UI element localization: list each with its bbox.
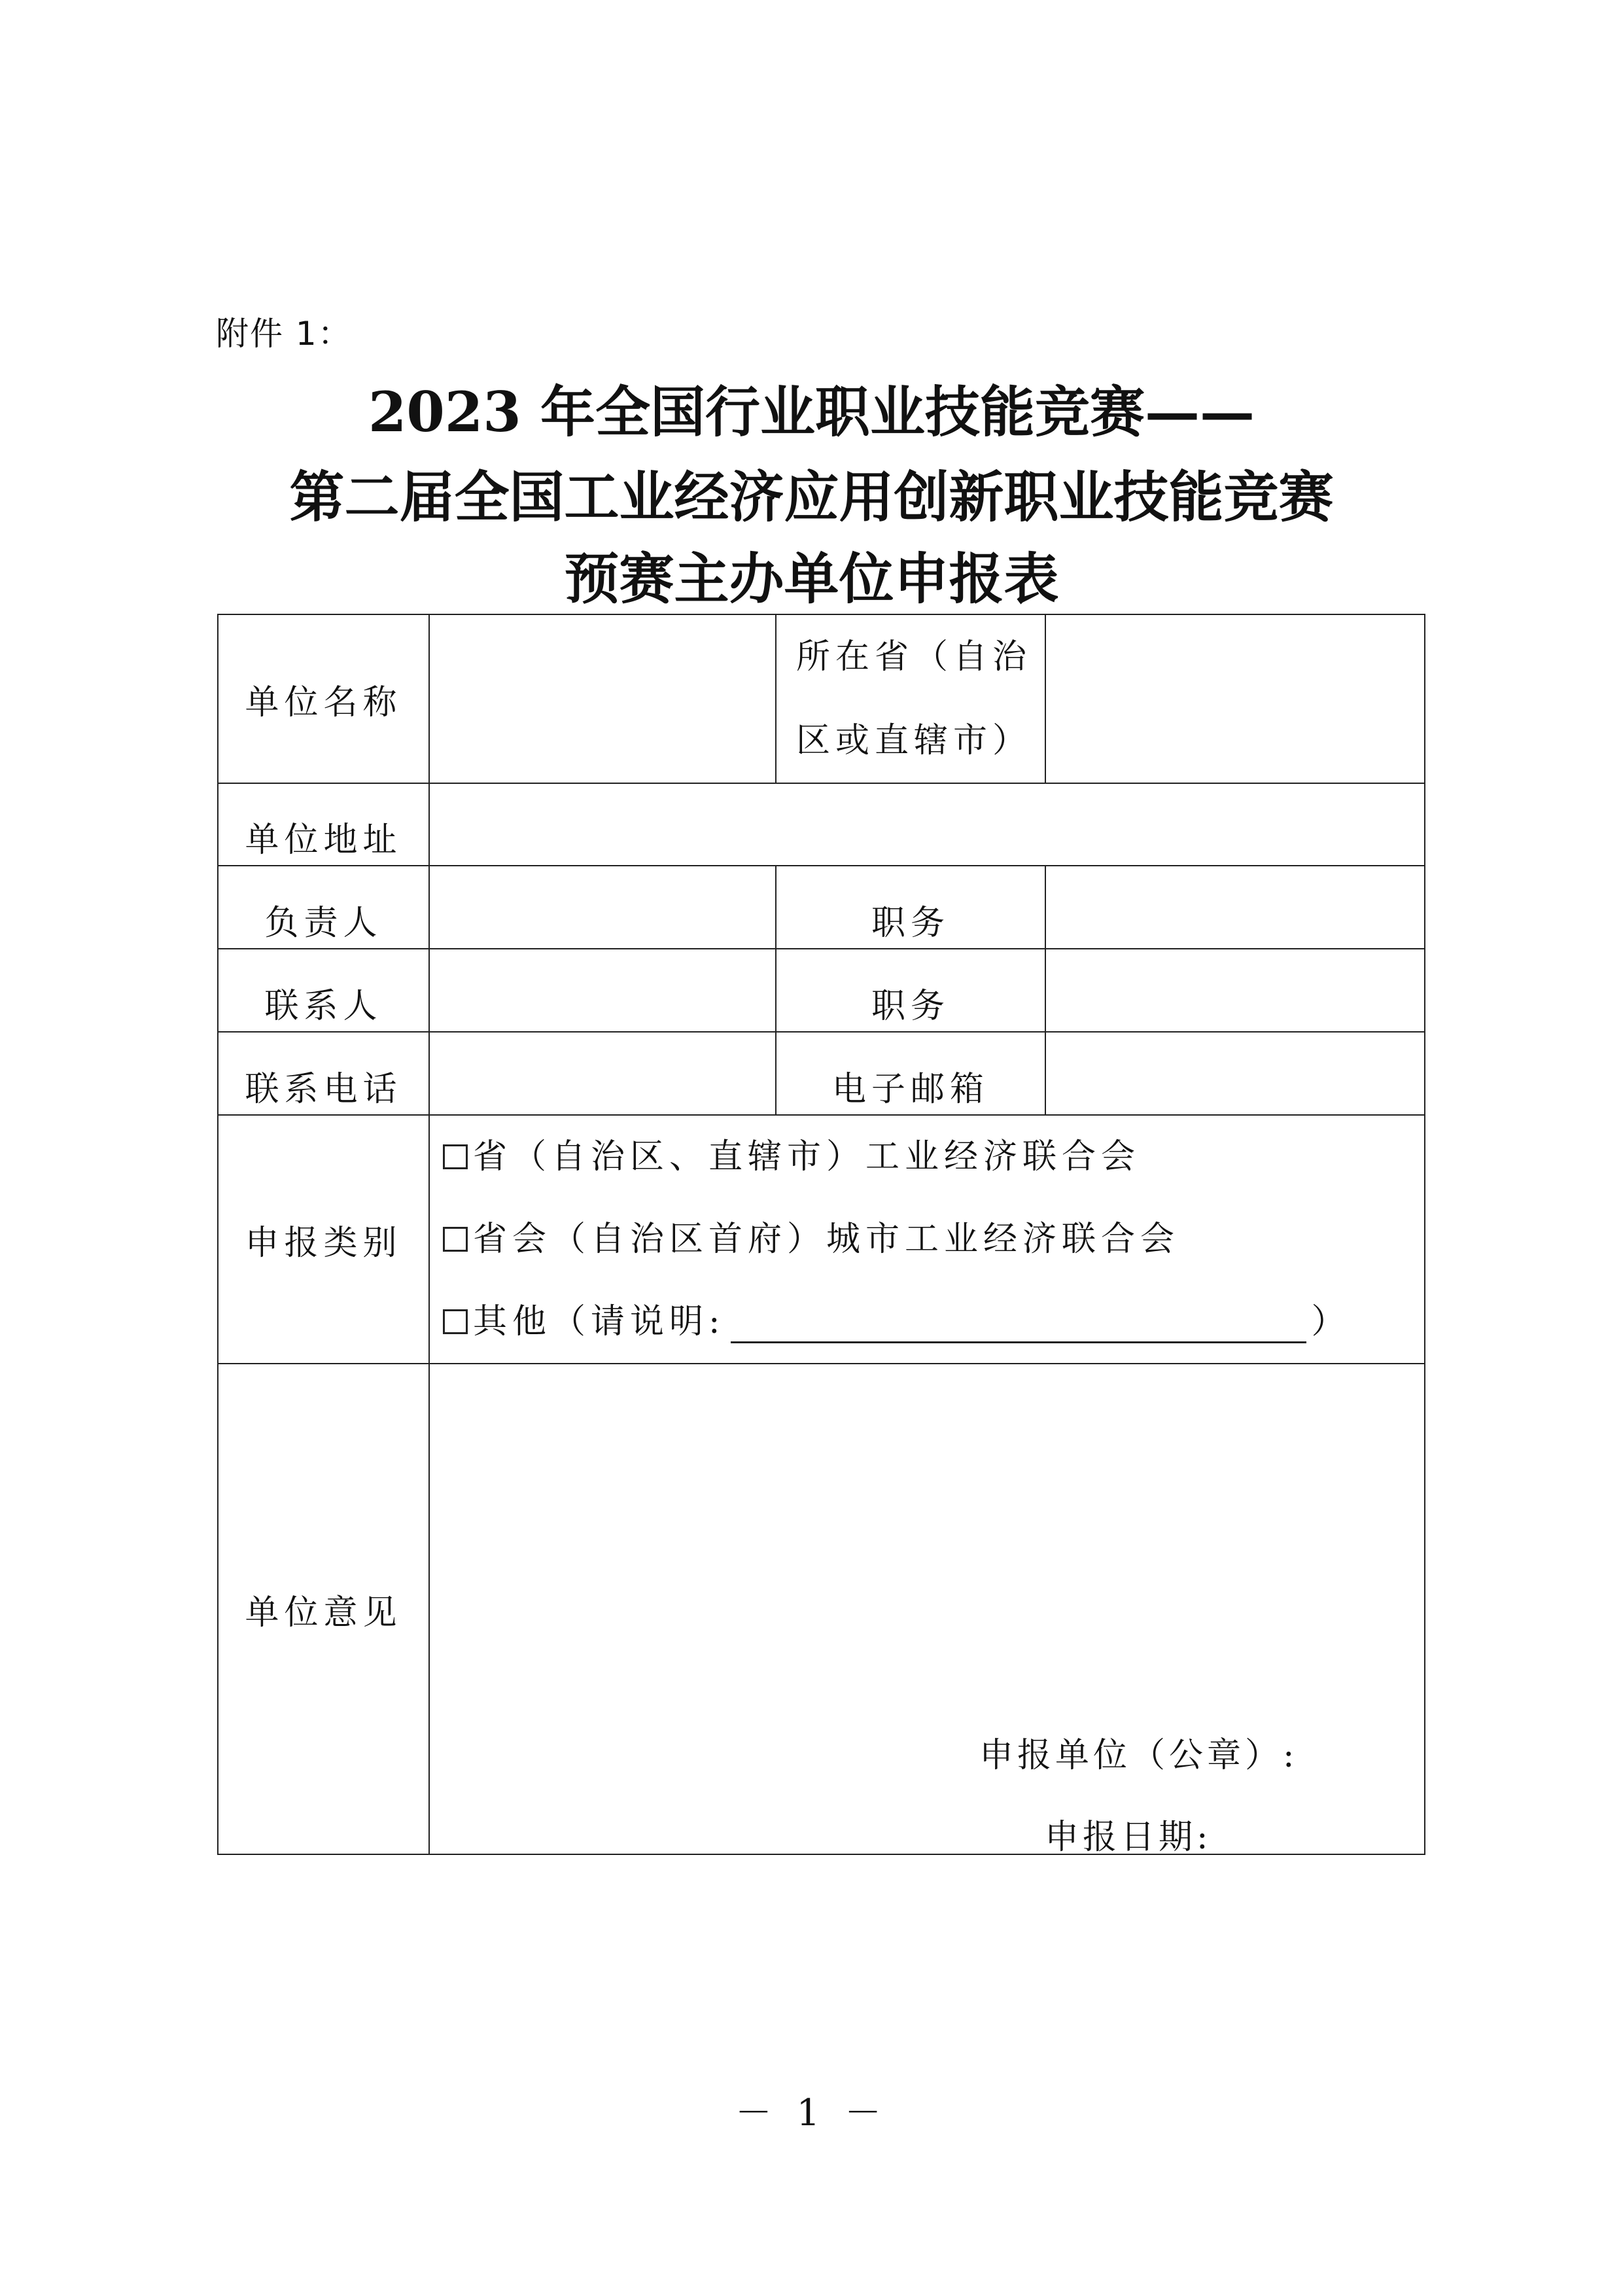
unit-address-label: 单位地址	[245, 821, 402, 860]
row-opinion	[218, 1364, 1425, 1854]
province-label-line-2: 区或直辖市）	[796, 721, 1032, 760]
other-explanation-field[interactable]	[731, 1302, 1306, 1343]
unit-name-label-cell	[218, 614, 429, 783]
email-field[interactable]	[1045, 1032, 1425, 1115]
contact-phone-label-cell	[218, 1032, 429, 1115]
province-label-cell	[776, 614, 1045, 783]
position-label-cell-2	[776, 949, 1045, 1032]
opinion-field[interactable]	[429, 1364, 1425, 1857]
person-in-charge-label: 负责人	[264, 904, 383, 943]
date-label: 申报日期:	[1045, 1818, 1212, 1857]
position-field-1[interactable]	[1045, 866, 1425, 949]
contact-person-field[interactable]	[429, 949, 776, 1032]
row-unit-address	[218, 783, 1425, 866]
unit-name-label: 单位名称	[245, 682, 402, 722]
category-option-other-suffix: ）	[1311, 1302, 1351, 1341]
opinion-label-cell	[218, 1364, 429, 1854]
position-label-1: 职务	[871, 904, 950, 943]
position-label-cell-1	[776, 866, 1045, 949]
contact-person-label-cell	[218, 949, 429, 1032]
unit-address-field[interactable]	[429, 783, 1425, 866]
email-label: 电子邮箱	[831, 1070, 989, 1109]
email-label-cell	[776, 1032, 1045, 1115]
province-label-line-1: 所在省（自治	[796, 637, 1032, 677]
title-line-1: 2023 年全国行业职业技能竞赛——	[368, 380, 1255, 444]
category-option-other-label: 其他（请说明:	[473, 1302, 725, 1341]
category-label-cell	[218, 1115, 429, 1364]
contact-person-label: 联系人	[264, 987, 383, 1026]
unit-name-field[interactable]	[429, 614, 776, 783]
row-contact-phone	[218, 1032, 1425, 1115]
category-option-capital-city-label: 省会（自治区首府）城市工业经济联合会	[473, 1220, 1180, 1259]
stamp-label: 申报单位（公章）:	[979, 1736, 1299, 1775]
page-number: － 1 －	[735, 2092, 888, 2134]
checkbox-provincial[interactable]	[443, 1144, 468, 1169]
row-unit-name	[218, 614, 1425, 783]
position-label-2: 职务	[871, 987, 950, 1026]
contact-phone-field[interactable]	[429, 1032, 776, 1115]
checkbox-other[interactable]	[443, 1309, 468, 1334]
category-options	[429, 1115, 1425, 1364]
application-form-table	[217, 614, 1425, 1855]
unit-address-label-cell	[218, 783, 429, 866]
contact-phone-label: 联系电话	[245, 1070, 402, 1109]
category-option-provincial[interactable]	[443, 1116, 1424, 1198]
person-in-charge-label-cell	[218, 866, 429, 949]
checkbox-capital-city[interactable]	[443, 1227, 468, 1252]
title-line-2: 第二届全国工业经济应用创新职业技能竞赛	[289, 465, 1334, 529]
category-option-capital-city[interactable]	[443, 1198, 1424, 1280]
category-option-provincial-label: 省（自治区、直辖市）工业经济联合会	[473, 1137, 1141, 1176]
attachment-label: 附件 1：	[216, 315, 352, 353]
row-person-in-charge	[218, 866, 1425, 949]
position-field-2[interactable]	[1045, 949, 1425, 1032]
row-contact-person	[218, 949, 1425, 1032]
opinion-label: 单位意见	[245, 1593, 402, 1633]
person-in-charge-field[interactable]	[429, 866, 776, 949]
title-line-3: 预赛主办单位申报表	[564, 546, 1059, 611]
row-category	[218, 1115, 1425, 1364]
category-option-other[interactable]	[443, 1280, 1424, 1363]
province-field[interactable]	[1045, 614, 1425, 783]
category-label: 申报类别	[245, 1223, 402, 1263]
